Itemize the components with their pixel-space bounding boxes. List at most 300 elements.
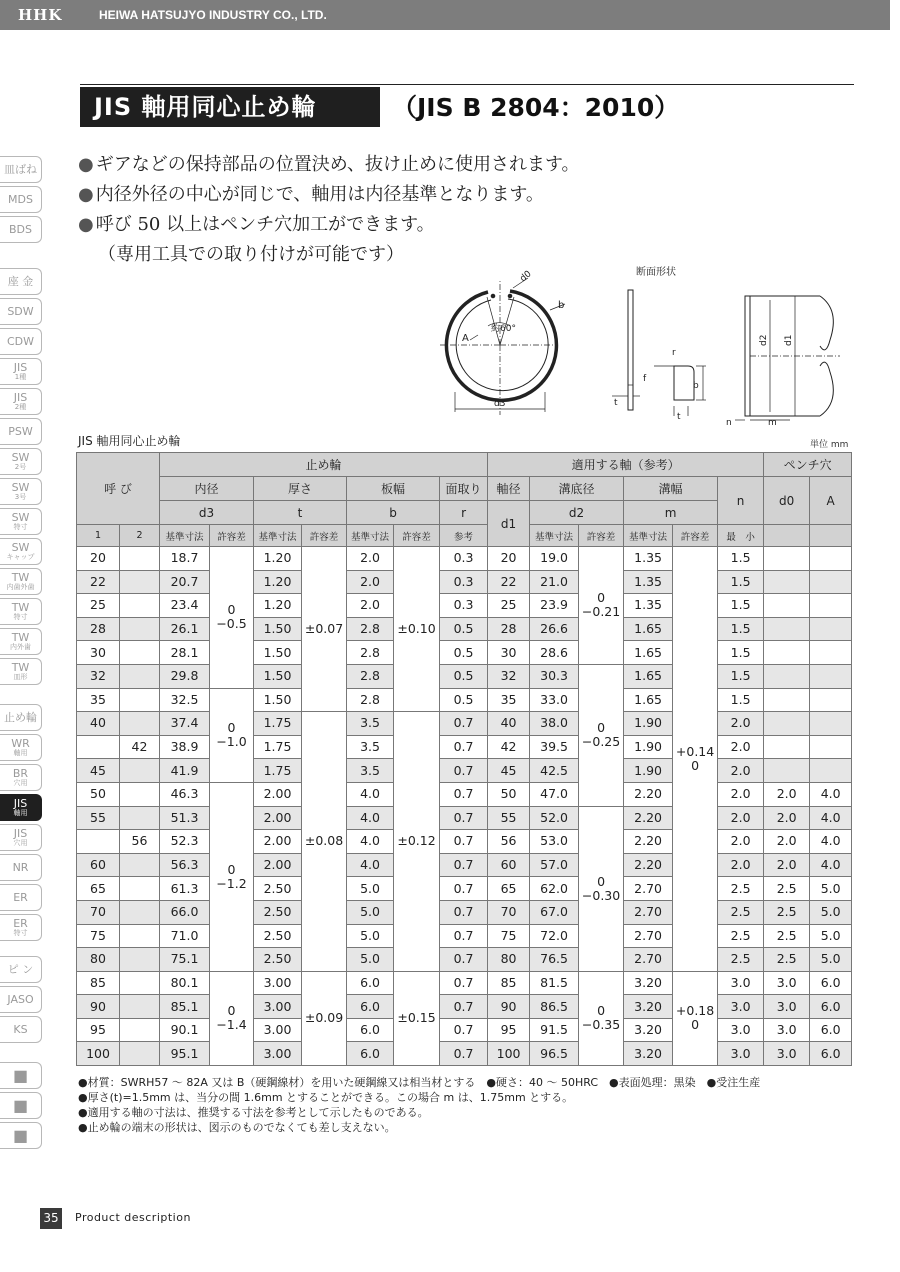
m-cell: 1.35	[624, 570, 673, 594]
tolerance-cell	[673, 971, 718, 1065]
b-cell: 5.0	[347, 877, 394, 901]
header-n: n	[718, 477, 764, 525]
ring-front-view	[440, 278, 565, 415]
sidebar-tab[interactable]	[0, 824, 42, 851]
label-d0: d0	[518, 269, 534, 285]
d0-cell	[764, 570, 810, 594]
sidebar-tab-label: 皿ばね	[4, 162, 37, 176]
sidebar-tab[interactable]	[0, 884, 42, 911]
sidebar-tab-label: SW	[11, 450, 30, 464]
b-cell: 2.8	[347, 664, 394, 688]
note-item: ●厚さ(t)=1.5mm は、当分の間 1.6mm とすることができる。この場合 m は、1.75mm とする。	[78, 1091, 574, 1104]
bullet-item: ● 呼び 50 以上はペンチ穴加工ができます。	[78, 210, 580, 240]
tolerance-value: 0	[691, 1017, 700, 1033]
folder-icon[interactable]: ■	[0, 1092, 42, 1119]
tolerance-value: 0	[597, 873, 606, 889]
t-cell: 2.00	[254, 853, 302, 877]
m-cell: 2.70	[624, 948, 673, 972]
n-cell: 3.0	[718, 995, 764, 1019]
table-row	[77, 570, 852, 594]
b-cell: 2.8	[347, 641, 394, 665]
d3-cell: 18.7	[160, 547, 210, 571]
sidebar-tab[interactable]	[0, 268, 42, 295]
nominal-2-cell	[120, 688, 160, 712]
sidebar-tab[interactable]	[0, 914, 42, 941]
d1-cell: 80	[488, 948, 530, 972]
b-cell: 4.0	[347, 853, 394, 877]
n-cell: 1.5	[718, 617, 764, 641]
n-cell: 1.5	[718, 547, 764, 571]
spec-table	[76, 452, 852, 1066]
d0-cell	[764, 594, 810, 618]
table-row	[77, 877, 852, 901]
page-title: JIS 軸用同心止め輪	[80, 87, 380, 127]
nominal-2-cell	[120, 759, 160, 783]
b-cell: 4.0	[347, 830, 394, 854]
t-cell: 2.50	[254, 924, 302, 948]
tolerance-value: ±0.15	[397, 1010, 436, 1026]
n-cell: 3.0	[718, 971, 764, 995]
d0-cell: 2.0	[764, 853, 810, 877]
b-cell: 2.0	[347, 570, 394, 594]
tolerance-value: −0.35	[581, 1017, 621, 1033]
folder-icon[interactable]: ■	[0, 1122, 42, 1149]
d2-cell: 47.0	[530, 782, 579, 806]
sidebar-tab[interactable]	[0, 598, 42, 625]
a-cell: 5.0	[810, 900, 852, 924]
tolerance-value: −1.0	[216, 734, 247, 750]
d0-cell: 2.5	[764, 948, 810, 972]
tolerance-cell	[579, 547, 624, 665]
table-row	[77, 664, 852, 688]
header-basic: 基準寸法	[160, 525, 210, 547]
sidebar-tab[interactable]	[0, 448, 42, 475]
nominal-2-cell	[120, 664, 160, 688]
table-row	[77, 1018, 852, 1042]
d1-cell: 85	[488, 971, 530, 995]
nominal-2-cell: 56	[120, 830, 160, 854]
sidebar-tab[interactable]	[0, 734, 42, 761]
d1-cell: 50	[488, 782, 530, 806]
header-groove-dia: 溝底径	[530, 477, 624, 501]
m-cell: 2.20	[624, 853, 673, 877]
table-row	[77, 971, 852, 995]
tolerance-cell	[394, 971, 440, 1065]
b-cell: 6.0	[347, 971, 394, 995]
m-cell: 3.20	[624, 995, 673, 1019]
tolerance-value: −1.2	[216, 875, 247, 891]
d0-cell	[764, 735, 810, 759]
sidebar-tab[interactable]	[0, 328, 42, 355]
sidebar-tab-label: JIS	[13, 360, 28, 374]
nominal-1-cell: 32	[77, 664, 120, 688]
n-cell: 1.5	[718, 594, 764, 618]
a-cell	[810, 688, 852, 712]
header-a: A	[810, 477, 852, 525]
header-n1: 1	[77, 525, 120, 547]
b-cell: 3.5	[347, 712, 394, 736]
sidebar-tab-sublabel: 内外歯	[10, 642, 31, 651]
d0-cell: 2.5	[764, 900, 810, 924]
sidebar-tab-label: ER	[13, 916, 28, 930]
d2-cell: 39.5	[530, 735, 579, 759]
t-cell: 1.75	[254, 759, 302, 783]
nominal-2-cell	[120, 712, 160, 736]
b-cell: 2.8	[347, 688, 394, 712]
tolerance-value: ±0.10	[397, 621, 436, 637]
label-n: n	[726, 418, 732, 428]
d0-cell: 2.5	[764, 924, 810, 948]
d1-cell: 32	[488, 664, 530, 688]
tolerance-value: −1.4	[216, 1017, 247, 1033]
note-item: ●材質：SWRH57 ～ 82A 又は B（硬鋼線材）を用いた硬鋼線又は相当材とする ●硬さ：40 ～ 50HRC ●表面処理：黒染 ●受注生産	[78, 1076, 761, 1089]
d1-cell: 28	[488, 617, 530, 641]
sidebar-tab[interactable]	[0, 358, 42, 385]
sidebar-tab[interactable]	[0, 986, 42, 1013]
a-cell: 4.0	[810, 806, 852, 830]
d0-cell: 2.0	[764, 806, 810, 830]
d1-cell: 70	[488, 900, 530, 924]
d3-cell: 37.4	[160, 712, 210, 736]
d2-cell: 81.5	[530, 971, 579, 995]
m-cell: 1.90	[624, 712, 673, 736]
tolerance-value: 0	[227, 861, 236, 877]
t-cell: 2.50	[254, 877, 302, 901]
b-cell: 3.5	[347, 735, 394, 759]
a-cell	[810, 759, 852, 783]
d3-cell: 61.3	[160, 877, 210, 901]
bullet-subnote: （専用工具での取り付けが可能です）	[98, 244, 404, 265]
header-t: t	[254, 501, 347, 525]
d1-cell: 25	[488, 594, 530, 618]
header-basic: 基準寸法	[254, 525, 302, 547]
cross-section-label: 断面形状	[636, 267, 676, 278]
sidebar-tab-label: JIS	[13, 796, 28, 810]
sidebar-tab-label: JIS	[13, 390, 28, 404]
sidebar-tab[interactable]	[0, 1016, 42, 1043]
header-basic: 基準寸法	[624, 525, 673, 547]
table-row	[77, 900, 852, 924]
header-ref: 参考	[440, 525, 488, 547]
sidebar-tab[interactable]	[0, 956, 42, 983]
tolerance-cell	[302, 971, 347, 1065]
sidebar-tab-label: SDW	[7, 304, 34, 318]
m-cell: 3.20	[624, 971, 673, 995]
nominal-2-cell	[120, 948, 160, 972]
tolerance-value: 0	[227, 1003, 236, 1019]
sidebar-tab[interactable]	[0, 478, 42, 505]
sidebar-tab-sublabel: 軸用	[13, 808, 28, 817]
t-cell: 1.50	[254, 688, 302, 712]
sidebar-tab[interactable]	[0, 628, 42, 655]
bullet-item: ● ギアなどの保持部品の位置決め、抜け止めに使用されます。	[78, 150, 580, 180]
d3-cell: 41.9	[160, 759, 210, 783]
n-cell: 2.0	[718, 759, 764, 783]
sidebar-tab[interactable]	[0, 186, 42, 213]
nominal-2-cell: 42	[120, 735, 160, 759]
r-cell: 0.7	[440, 924, 488, 948]
d0-cell: 3.0	[764, 1018, 810, 1042]
nominal-1-cell: 75	[77, 924, 120, 948]
n-cell: 2.5	[718, 900, 764, 924]
a-cell: 6.0	[810, 1042, 852, 1066]
sidebar-tab-label: TW	[11, 630, 30, 644]
d1-cell: 75	[488, 924, 530, 948]
sidebar-tab[interactable]	[0, 854, 42, 881]
tolerance-cell	[579, 971, 624, 1065]
table-row	[77, 924, 852, 948]
t-cell: 3.00	[254, 1018, 302, 1042]
header-basic: 基準寸法	[347, 525, 394, 547]
sidebar-tab[interactable]	[0, 538, 42, 565]
d0-cell: 2.0	[764, 782, 810, 806]
tolerance-cell	[210, 782, 254, 971]
label-b2: b	[693, 381, 699, 391]
r-cell: 0.7	[440, 806, 488, 830]
folder-icon[interactable]: ■	[0, 1062, 42, 1089]
sidebar-tab[interactable]	[0, 704, 42, 731]
table-title: JIS 軸用同心止め輪	[78, 434, 181, 448]
table-row	[77, 830, 852, 854]
t-cell: 1.50	[254, 664, 302, 688]
d1-cell: 95	[488, 1018, 530, 1042]
n-cell: 1.5	[718, 641, 764, 665]
sidebar-tab-label: NR	[12, 860, 29, 874]
a-cell: 6.0	[810, 971, 852, 995]
header-m: m	[624, 501, 718, 525]
tolerance-value: 0	[691, 757, 700, 773]
tolerance-cell	[302, 547, 347, 712]
t-cell: 1.75	[254, 735, 302, 759]
d1-cell: 55	[488, 806, 530, 830]
sidebar-tab-sublabel: 皿形	[13, 672, 28, 681]
tolerance-value: −0.21	[581, 604, 621, 620]
header-d3: d3	[160, 501, 254, 525]
header-basic: 基準寸法	[530, 525, 579, 547]
t-cell: 2.00	[254, 830, 302, 854]
d2-cell: 19.0	[530, 547, 579, 571]
sidebar-tab-sublabel: 特寸	[13, 522, 28, 531]
m-cell: 2.20	[624, 806, 673, 830]
table-row	[77, 641, 852, 665]
sidebar-tab-label: TW	[11, 570, 30, 584]
a-cell	[810, 735, 852, 759]
sidebar-tab[interactable]	[0, 298, 42, 325]
d3-cell: 26.1	[160, 617, 210, 641]
d1-cell: 65	[488, 877, 530, 901]
n-cell: 2.5	[718, 924, 764, 948]
nominal-1-cell: 55	[77, 806, 120, 830]
table-row	[77, 853, 852, 877]
sidebar-tab-label: SW	[11, 510, 30, 524]
sidebar-tab-label: MDS	[8, 192, 33, 206]
header-b: b	[347, 501, 440, 525]
t-cell: 1.20	[254, 547, 302, 571]
sidebar-tab[interactable]	[0, 216, 42, 243]
tolerance-value: −0.25	[581, 734, 621, 750]
r-cell: 0.7	[440, 782, 488, 806]
d0-cell	[764, 712, 810, 736]
sidebar-tab-label: SW	[11, 540, 30, 554]
d3-cell: 52.3	[160, 830, 210, 854]
unit-label: 単位 mm	[810, 440, 849, 450]
tolerance-cell	[394, 712, 440, 972]
header-nominal: 呼 び	[77, 453, 160, 525]
d2-cell: 28.6	[530, 641, 579, 665]
sidebar-tab-label: TW	[11, 660, 30, 674]
sidebar-tab-sublabel: 穴用	[13, 838, 28, 847]
d1-cell: 22	[488, 570, 530, 594]
m-cell: 1.90	[624, 735, 673, 759]
d2-cell: 21.0	[530, 570, 579, 594]
b-cell: 5.0	[347, 948, 394, 972]
sidebar-tab[interactable]	[0, 388, 42, 415]
nominal-1-cell: 80	[77, 948, 120, 972]
header-bar	[0, 0, 890, 30]
header-tol: 許容差	[673, 525, 718, 547]
label-t1: t	[614, 398, 618, 408]
tolerance-cell	[210, 688, 254, 782]
d2-cell: 96.5	[530, 1042, 579, 1066]
nominal-2-cell	[120, 971, 160, 995]
tolerance-cell	[673, 547, 718, 972]
label-angle: 約60°	[491, 324, 516, 334]
tolerance-value: −0.5	[216, 616, 247, 632]
d2-cell: 38.0	[530, 712, 579, 736]
a-cell	[810, 617, 852, 641]
sidebar-tab[interactable]	[0, 568, 42, 595]
sidebar-tab[interactable]	[0, 658, 42, 685]
n-cell: 2.5	[718, 877, 764, 901]
nominal-1-cell: 20	[77, 547, 120, 571]
d2-cell: 86.5	[530, 995, 579, 1019]
m-cell: 2.70	[624, 877, 673, 901]
sidebar-tab-label: BR	[12, 766, 29, 780]
label-t2: t	[677, 412, 681, 422]
header-width: 板幅	[347, 477, 440, 501]
sidebar-tab[interactable]	[0, 794, 42, 821]
nominal-1-cell: 50	[77, 782, 120, 806]
d2-cell: 72.0	[530, 924, 579, 948]
m-cell: 1.35	[624, 594, 673, 618]
table-row	[77, 782, 852, 806]
d2-cell: 33.0	[530, 688, 579, 712]
t-cell: 3.00	[254, 995, 302, 1019]
sidebar-tab-sublabel: キャップ	[6, 552, 35, 561]
table-row	[77, 688, 852, 712]
label-f: f	[643, 374, 647, 384]
t-cell: 1.20	[254, 570, 302, 594]
d0-cell: 3.0	[764, 971, 810, 995]
tolerance-value: ±0.08	[304, 833, 344, 849]
d3-cell: 66.0	[160, 900, 210, 924]
cross-section-view	[612, 290, 706, 416]
sidebar-tab[interactable]	[0, 508, 42, 535]
shaft-view	[735, 296, 840, 420]
nominal-2-cell	[120, 900, 160, 924]
header-blank	[764, 525, 810, 547]
d1-cell: 42	[488, 735, 530, 759]
t-cell: 1.50	[254, 617, 302, 641]
r-cell: 0.7	[440, 853, 488, 877]
standard-number: （JIS B 2804：2010）	[392, 93, 680, 122]
sidebar-tab[interactable]	[0, 418, 42, 445]
d3-cell: 32.5	[160, 688, 210, 712]
d3-cell: 28.1	[160, 641, 210, 665]
r-cell: 0.7	[440, 735, 488, 759]
nominal-1-cell: 25	[77, 594, 120, 618]
r-cell: 0.5	[440, 617, 488, 641]
r-cell: 0.3	[440, 594, 488, 618]
d3-cell: 90.1	[160, 1018, 210, 1042]
nominal-2-cell	[120, 853, 160, 877]
label-d2: d2	[759, 334, 769, 346]
header-tol: 許容差	[394, 525, 440, 547]
table-row	[77, 948, 852, 972]
n-cell: 3.0	[718, 1042, 764, 1066]
r-cell: 0.7	[440, 995, 488, 1019]
d3-cell: 80.1	[160, 971, 210, 995]
nominal-1-cell: 60	[77, 853, 120, 877]
table-row	[77, 735, 852, 759]
b-cell: 5.0	[347, 924, 394, 948]
nominal-1-cell: 28	[77, 617, 120, 641]
tolerance-value: ±0.12	[397, 833, 436, 849]
d2-cell: 23.9	[530, 594, 579, 618]
sidebar-tab-label: ピ ン	[7, 962, 34, 976]
sidebar-tab-label: TW	[11, 600, 30, 614]
r-cell: 0.7	[440, 1018, 488, 1042]
d3-cell: 20.7	[160, 570, 210, 594]
r-cell: 0.7	[440, 759, 488, 783]
nominal-2-cell	[120, 924, 160, 948]
b-cell: 5.0	[347, 900, 394, 924]
m-cell: 1.90	[624, 759, 673, 783]
nominal-2-cell	[120, 995, 160, 1019]
d3-cell: 46.3	[160, 782, 210, 806]
d1-cell: 90	[488, 995, 530, 1019]
n-cell: 2.0	[718, 735, 764, 759]
brand-logo: HHK	[18, 6, 63, 24]
company-name: HEIWA HATSUJYO INDUSTRY CO., LTD.	[99, 8, 327, 22]
tolerance-cell	[302, 712, 347, 972]
d3-cell: 38.9	[160, 735, 210, 759]
a-cell: 4.0	[810, 782, 852, 806]
tolerance-value: 0	[227, 720, 236, 736]
tolerance-cell	[579, 806, 624, 971]
tolerance-value: ±0.09	[304, 1010, 344, 1026]
n-cell: 1.5	[718, 688, 764, 712]
tolerance-cell	[210, 547, 254, 689]
nominal-2-cell	[120, 782, 160, 806]
sidebar-tab-sublabel: 穴用	[13, 778, 28, 787]
d0-cell: 2.5	[764, 877, 810, 901]
sidebar-tab[interactable]	[0, 764, 42, 791]
table-row	[77, 1042, 852, 1066]
tolerance-value: +0.14	[675, 743, 715, 759]
nominal-1-cell	[77, 735, 120, 759]
sidebar-tab-label: ER	[13, 890, 28, 904]
r-cell: 0.7	[440, 877, 488, 901]
a-cell: 6.0	[810, 1018, 852, 1042]
t-cell: 2.50	[254, 948, 302, 972]
m-cell: 1.65	[624, 688, 673, 712]
sidebar-tab[interactable]	[0, 156, 42, 183]
bullet-item: ● 内径外径の中心が同じで、軸用は内径基準となります。	[78, 180, 580, 210]
d2-cell: 52.0	[530, 806, 579, 830]
m-cell: 2.70	[624, 900, 673, 924]
a-cell: 5.0	[810, 877, 852, 901]
